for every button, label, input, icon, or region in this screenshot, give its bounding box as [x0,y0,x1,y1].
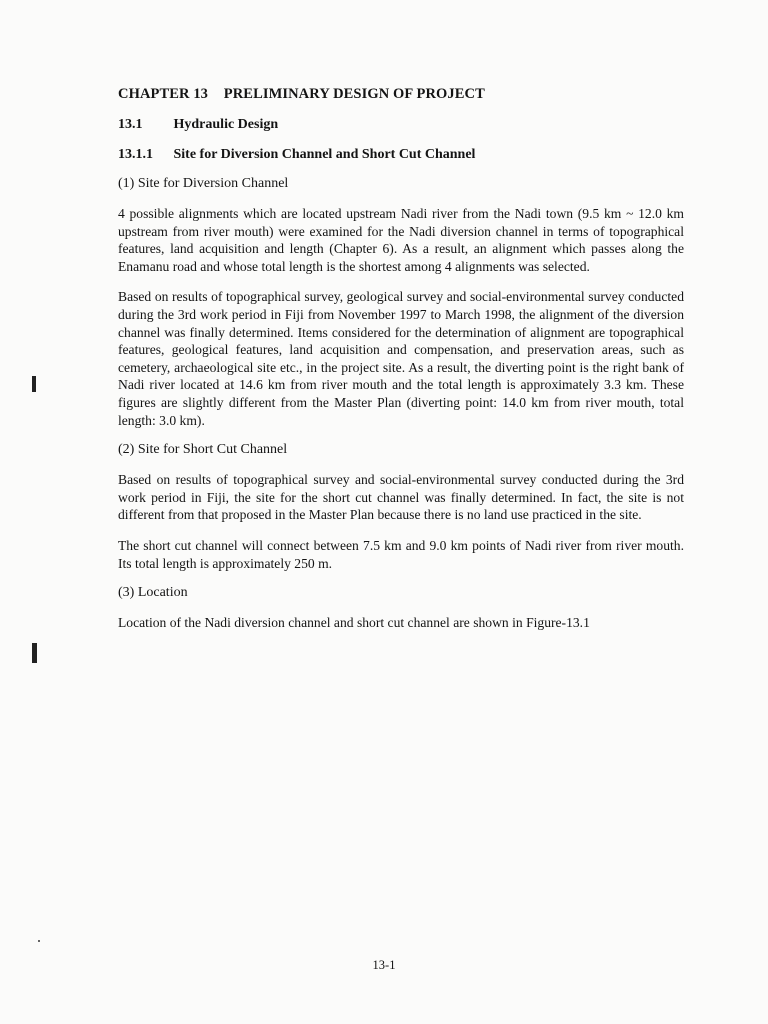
chapter-name: PRELIMINARY DESIGN OF PROJECT [223,86,485,102]
page-number: 13-1 [372,958,396,972]
paragraph: Location of the Nadi diversion channel and short cut channel are shown in Figure-13.1 [118,615,590,631]
item-heading-location: (3) Location [118,585,188,601]
paragraph: The short cut channel will connect between 7.5 km and 9.0 km points of Nadi river from river mouth. Its total length is approximately 250 m. [118,537,684,571]
subsection-title: Site for Diversion Channel and Short Cut Channel [173,147,476,162]
chapter-title [118,86,684,103]
subsection-number: 13.1.1 [118,147,153,162]
subsection-heading [118,147,684,163]
section-heading [118,117,684,133]
section-number: 13.1 [118,117,143,132]
paragraph: 4 possible alignments which are located upstream Nadi river from the Nadi town (9.5 km ~ 12.0 km upstream from river mouth) were examined for the Nadi diversion channel in terms of topographical features, land acquisition and length (Chapter 6). As a result, an alignment which passes along the Enamanu road and whose total length is the shortest among 4 alignments was selected. [118,206,684,274]
chapter-number: CHAPTER 13 [118,86,209,102]
margin-mark [32,643,37,663]
margin-mark [32,376,36,392]
item-heading-short-cut-site: (2) Site for Short Cut Channel [118,442,288,458]
scan-speck [38,940,40,942]
document-body [118,86,684,645]
paragraph: Based on results of topographical survey and social-environmental survey conducted during the 3rd work period in Fiji, the site for the short cut channel was finally determined. In fact, the site is not different from that proposed in the Master Plan because there is no land use practiced in the site. [118,472,684,523]
section-title: Hydraulic Design [173,117,279,132]
item-heading-diversion-site: (1) Site for Diversion Channel [118,176,289,191]
paragraph: Based on results of topographical survey, geological survey and social-environmental survey conducted during the 3rd work period in Fiji from November 1997 to March 1998, the alignment of the diversion channel was finally determined. Items considered for the determination of alignment are topographical features, geological features, land acquisition and compensation, and preservation areas, such as cemetery, archaeological site etc., in the project site. As a result, the diverting point is the right bank of Nadi river located at 14.6 km from river mouth and the total length is approximately 3.3 km. These figures are slightly different from the Master Plan (diverting point: 14.0 km from river mouth, total length: 3.0 km). [118,289,684,428]
